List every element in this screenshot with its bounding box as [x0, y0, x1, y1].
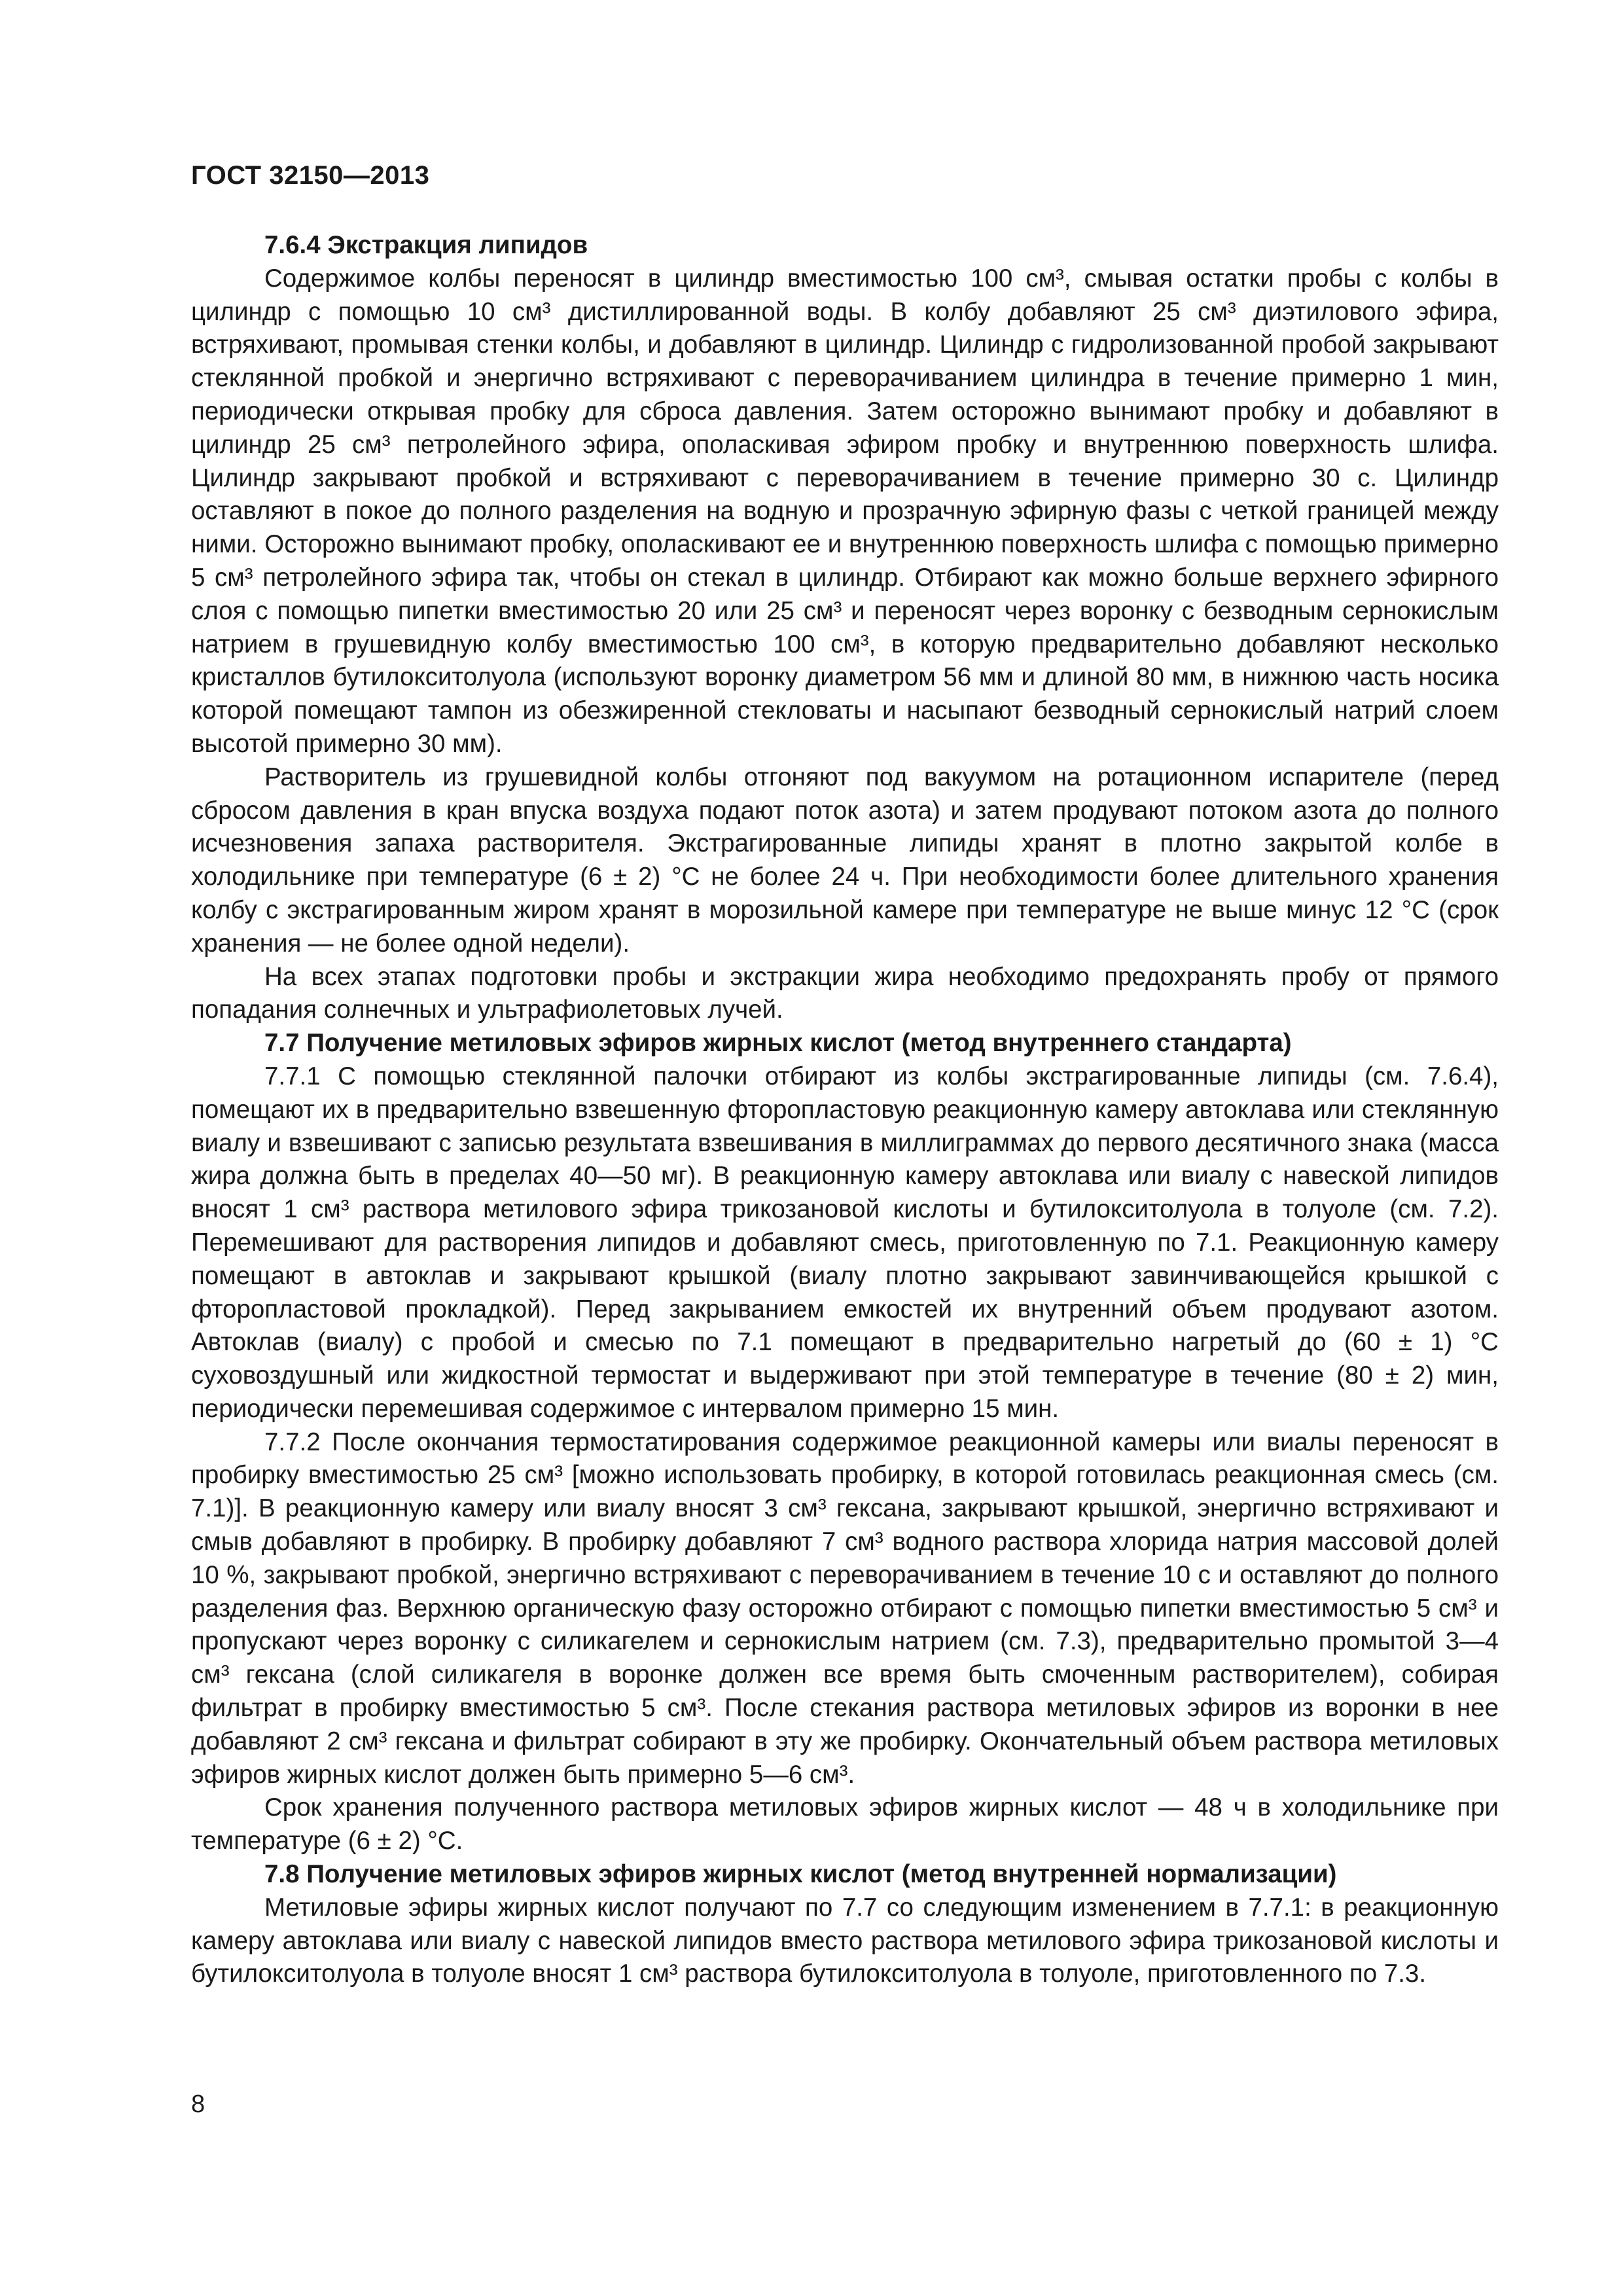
document-body — [191, 229, 1499, 1991]
paragraph-lipid-extraction: Содержимое колбы переносят в цилиндр вместимостью 100 см³, смывая остатки пробы с колбы в цилиндр с помощью 10 см³ дистиллированной воды. В колбу добавляют 25 см³ диэтилового эфира, встряхивают, промывая стенки колбы, и добавляют в цилиндр. Цилиндр с гидролизованной пробой закрывают стеклянной пробкой и энергично встряхивают с переворачиванием цилиндра в течение примерно 1 мин, периодически открывая пробку для сброса давления. Затем осторожно вынимают пробку и добавляют в цилиндр 25 см³ петролейного эфира, ополаскивая эфиром пробку и внутреннюю поверхность шлифа. Цилиндр закрывают пробкой и встряхивают с переворачиванием в течение примерно 30 с. Цилиндр оставляют в покое до полного разделения на водную и прозрачную эфирную фазы с четкой границей между ними. Осторожно вынимают пробку, ополаскивают ее и внутреннюю поверхность шлифа с помощью примерно 5 см³ петролейного эфира так, чтобы он стекал в цилиндр. Отбирают как можно больше верхнего эфирного слоя с помощью пипетки вместимостью 20 или 25 см³ и переносят через воронку с безводным сернокислым натрием в грушевидную колбу вместимостью 100 см³, в которую предварительно добавляют несколько кристаллов бутилокситолуола (используют воронку диаметром 56 мм и длиной 80 мм, в нижнюю часть носика которой помещают тампон из обезжиренной стекловаты и насыпают безводный сернокислый натрий слоем высотой примерно 30 мм). — [191, 264, 1499, 758]
section-heading-7-6-4: 7.6.4 Экстракция липидов — [264, 231, 588, 259]
paragraph-storage-term: Срок хранения полученного раствора метиловых эфиров жирных кислот — 48 ч в холодильнике при температуре (6 ± 2) °C. — [191, 1793, 1499, 1856]
paragraph-light-protection: На всех этапах подготовки пробы и экстракции жира необходимо предохранять пробу от прямого попадания солнечных и ультрафиолетовых лучей. — [191, 962, 1499, 1024]
paragraph-7-7-1: 7.7.1 С помощью стеклянной палочки отбирают из колбы экстрагированные липиды (см. 7.6.4), помещают их в предварительно взвешенную фторопластовую реакционную камеру автоклава или стеклянную виалу и взвешивают с записью результата взвешивания в миллиграммах до первого десятичного знака (масса жира должна быть в пределах 40—50 мг). В реакционную камеру автоклава или виалу с навеской липидов вносят 1 см³ раствора метилового эфира трикозановой кислоты и бутилокситолуола в толуоле (см. 7.2). Перемешивают для растворения липидов и добавляют смесь, приготовленную по 7.1. Реакционную камеру помещают в автоклав и закрывают крышкой (виалу плотно закрывают завинчивающейся крышкой с фторопластовой прокладкой). Перед закрыванием емкостей их внутренний объем продувают азотом. Автоклав (виалу) с пробой и смесью по 7.1 помещают в предварительно нагретый до (60 ± 1) °C суховоздушный или жидкостной термостат и выдерживают при этой температуре в течение (80 ± 2) мин, периодически перемешивая содержимое с интервалом примерно 15 мин. — [191, 1062, 1499, 1423]
paragraph-solvent-removal: Растворитель из грушевидной колбы отгоняют под вакуумом на ротационном испарителе (перед сбросом давления в кран впуска воздуха подают поток азота) и затем продувают потоком азота до полного исчезновения запаха растворителя. Экстрагированные липиды хранят в плотно закрытой колбе в холодильнике при температуре (6 ± 2) °C не более 24 ч. При необходимости более длительного хранения колбу с экстрагированным жиром хранят в морозильной камере при температуре не выше минус 12 °C (срок хранения — не более одной недели). — [191, 762, 1499, 958]
paragraph-7-7-2: 7.7.2 После окончания термостатирования содержимое реакционной камеры или виалы переносят в пробирку вместимостью 25 см³ [можно использовать пробирку, в которой готовилась реакционная смесь (см. 7.1)]. В реакционную камеру или виалу вносят 3 см³ гексана, закрывают крышкой, энергично встряхивают и смыв добавляют в пробирку. В пробирку добавляют 7 см³ водного раствора хлорида натрия массовой долей 10 %, закрывают пробкой, энергично встряхивают с переворачиванием в течение 10 с и оставляют до полного разделения фаз. Верхнюю органическую фазу осторожно отбирают с помощью пипетки вместимостью 5 см³ и пропускают через воронку с силикагелем и сернокислым натрием (см. 7.3), предварительно промытой 3—4 см³ гексана (слой силикагеля в воронке должен все время быть смоченным растворителем), собирая фильтрат в пробирку вместимостью 5 см³. После стекания раствора метиловых эфиров из воронки в нее добавляют 2 см³ гексана и фильтрат собирают в эту же пробирку. Окончательный объем раствора метиловых эфиров жирных кислот должен быть примерно 5—6 см³. — [191, 1427, 1499, 1789]
document-header: ГОСТ 32150—2013 — [191, 161, 430, 190]
section-heading-7-8: 7.8 Получение метиловых эфиров жирных кислот (метод внутренней нормализации) — [264, 1860, 1337, 1889]
paragraph-7-8: Метиловые эфиры жирных кислот получают по 7.7 со следующим изменением в 7.7.1: в реакционную камеру автоклава или виалу с навеской липидов вместо раствора метилового эфира трикозановой кислоты и бутилокситолуола в толуоле вносят 1 см³ раствора бутилокситолуола в толуоле, приготовленного по 7.3. — [191, 1893, 1499, 1988]
section-heading-7-7: 7.7 Получение метиловых эфиров жирных кислот (метод внутреннего стандарта) — [264, 1029, 1292, 1058]
page-number: 8 — [191, 2090, 205, 2118]
